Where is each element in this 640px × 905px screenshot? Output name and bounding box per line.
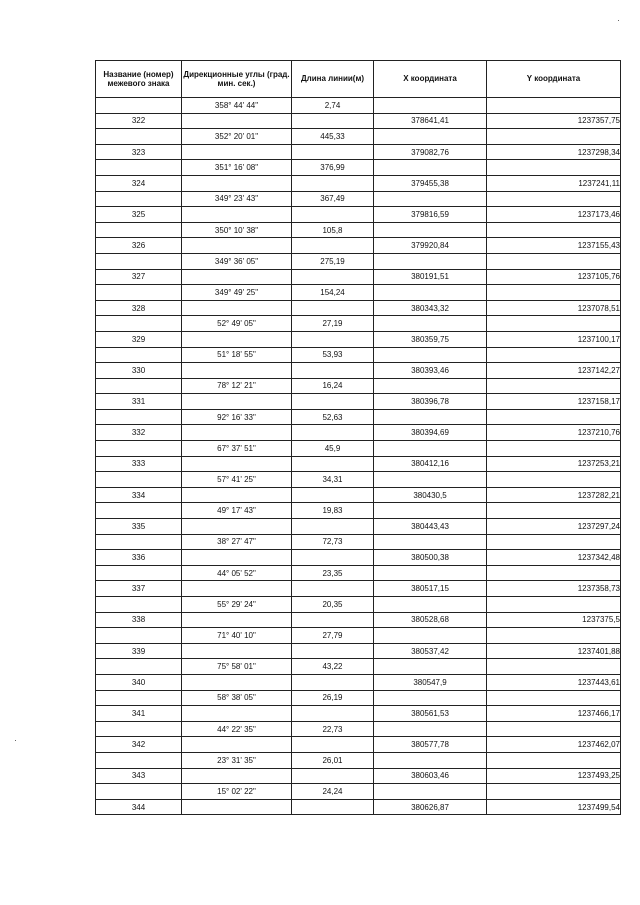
point-name-cell — [96, 628, 182, 644]
line-length-cell — [292, 238, 374, 254]
point-row — [96, 175, 621, 191]
segment-row — [96, 752, 621, 768]
point-name-cell: 344 — [96, 799, 182, 815]
y-coordinate-cell: 1237142,27 — [487, 363, 621, 379]
directional-angle-cell: 15° 02' 22" — [182, 784, 292, 800]
point-row — [96, 269, 621, 285]
y-coordinate-cell: 1237401,88 — [487, 643, 621, 659]
point-name-cell — [96, 472, 182, 488]
line-length-cell: 72,73 — [292, 534, 374, 550]
x-coordinate-cell: 380191,51 — [374, 269, 487, 285]
directional-angle-cell — [182, 487, 292, 503]
y-coordinate-cell — [487, 721, 621, 737]
point-name-cell: 334 — [96, 487, 182, 503]
y-coordinate-cell: 1237298,34 — [487, 144, 621, 160]
x-coordinate-cell: 380577,78 — [374, 737, 487, 753]
y-coordinate-cell: 1237100,17 — [487, 331, 621, 347]
y-coordinate-cell: 1237078,51 — [487, 300, 621, 316]
scan-speck — [618, 20, 619, 21]
point-row — [96, 768, 621, 784]
x-coordinate-cell: 380343,32 — [374, 300, 487, 316]
line-length-cell — [292, 144, 374, 160]
line-length-cell — [292, 519, 374, 535]
directional-angle-cell — [182, 300, 292, 316]
x-coordinate-cell — [374, 98, 487, 114]
segment-row — [96, 191, 621, 207]
directional-angle-cell — [182, 581, 292, 597]
point-name-cell — [96, 441, 182, 457]
x-coordinate-cell — [374, 378, 487, 394]
y-coordinate-cell — [487, 690, 621, 706]
line-length-cell: 45,9 — [292, 441, 374, 457]
directional-angle-cell — [182, 799, 292, 815]
point-name-cell: 340 — [96, 674, 182, 690]
x-coordinate-cell: 380500,38 — [374, 550, 487, 566]
directional-angle-cell: 52° 49' 05" — [182, 316, 292, 332]
point-row — [96, 425, 621, 441]
x-coordinate-cell — [374, 347, 487, 363]
point-name-cell — [96, 752, 182, 768]
x-coordinate-cell — [374, 472, 487, 488]
segment-row — [96, 565, 621, 581]
directional-angle-cell: 57° 41' 25" — [182, 472, 292, 488]
x-coordinate-cell — [374, 160, 487, 176]
point-name-cell — [96, 347, 182, 363]
point-name-cell: 343 — [96, 768, 182, 784]
point-row — [96, 238, 621, 254]
point-name-cell: 326 — [96, 238, 182, 254]
point-row — [96, 487, 621, 503]
directional-angle-cell — [182, 425, 292, 441]
point-name-cell — [96, 659, 182, 675]
directional-angle-cell — [182, 238, 292, 254]
line-length-cell — [292, 425, 374, 441]
point-name-cell: 329 — [96, 331, 182, 347]
point-row — [96, 144, 621, 160]
line-length-cell — [292, 113, 374, 129]
segment-row — [96, 597, 621, 613]
segment-row — [96, 160, 621, 176]
x-coordinate-cell — [374, 721, 487, 737]
point-name-cell — [96, 285, 182, 301]
segment-row — [96, 441, 621, 457]
point-name-cell: 325 — [96, 207, 182, 223]
line-length-cell — [292, 456, 374, 472]
y-coordinate-cell: 1237358,73 — [487, 581, 621, 597]
segment-row — [96, 316, 621, 332]
line-length-cell — [292, 612, 374, 628]
point-name-cell — [96, 597, 182, 613]
point-name-cell: 323 — [96, 144, 182, 160]
directional-angle-cell — [182, 737, 292, 753]
line-length-cell: 23,35 — [292, 565, 374, 581]
point-name-cell: 324 — [96, 175, 182, 191]
segment-row — [96, 784, 621, 800]
point-name-cell: 342 — [96, 737, 182, 753]
y-coordinate-cell — [487, 441, 621, 457]
y-coordinate-cell — [487, 285, 621, 301]
y-coordinate-cell — [487, 628, 621, 644]
y-coordinate-cell: 1237105,76 — [487, 269, 621, 285]
y-coordinate-cell: 1237499,54 — [487, 799, 621, 815]
line-length-cell: 27,79 — [292, 628, 374, 644]
y-coordinate-cell — [487, 565, 621, 581]
directional-angle-cell: 352° 20' 01" — [182, 129, 292, 145]
point-name-cell: 332 — [96, 425, 182, 441]
segment-row — [96, 628, 621, 644]
directional-angle-cell: 51° 18' 55" — [182, 347, 292, 363]
header-x-coordinate: X координата — [374, 61, 487, 98]
line-length-cell: 2,74 — [292, 98, 374, 114]
point-row — [96, 706, 621, 722]
line-length-cell — [292, 550, 374, 566]
x-coordinate-cell — [374, 129, 487, 145]
y-coordinate-cell — [487, 752, 621, 768]
point-name-cell: 322 — [96, 113, 182, 129]
point-name-cell — [96, 253, 182, 269]
point-row — [96, 113, 621, 129]
y-coordinate-cell: 1237158,17 — [487, 394, 621, 410]
directional-angle-cell — [182, 207, 292, 223]
x-coordinate-cell — [374, 752, 487, 768]
y-coordinate-cell — [487, 191, 621, 207]
x-coordinate-cell: 380537,42 — [374, 643, 487, 659]
point-name-cell — [96, 565, 182, 581]
point-name-cell — [96, 503, 182, 519]
directional-angle-cell: 23° 31' 35" — [182, 752, 292, 768]
line-length-cell — [292, 331, 374, 347]
segment-row — [96, 721, 621, 737]
y-coordinate-cell: 1237253,21 — [487, 456, 621, 472]
segment-row — [96, 347, 621, 363]
directional-angle-cell: 92° 16' 33" — [182, 409, 292, 425]
y-coordinate-cell — [487, 472, 621, 488]
x-coordinate-cell: 380517,15 — [374, 581, 487, 597]
x-coordinate-cell — [374, 690, 487, 706]
directional-angle-cell: 58° 38' 05" — [182, 690, 292, 706]
x-coordinate-cell — [374, 316, 487, 332]
x-coordinate-cell — [374, 597, 487, 613]
x-coordinate-cell — [374, 784, 487, 800]
point-name-cell: 338 — [96, 612, 182, 628]
line-length-cell — [292, 799, 374, 815]
directional-angle-cell: 75° 58' 01" — [182, 659, 292, 675]
y-coordinate-cell — [487, 378, 621, 394]
directional-angle-cell — [182, 363, 292, 379]
directional-angle-cell — [182, 550, 292, 566]
x-coordinate-cell: 380394,69 — [374, 425, 487, 441]
point-name-cell — [96, 690, 182, 706]
header-directional-angles: Дирекционные углы (град. мин. сек.) — [182, 61, 292, 98]
point-name-cell — [96, 316, 182, 332]
line-length-cell: 376,99 — [292, 160, 374, 176]
directional-angle-cell — [182, 113, 292, 129]
line-length-cell — [292, 300, 374, 316]
directional-angle-cell — [182, 643, 292, 659]
y-coordinate-cell — [487, 222, 621, 238]
x-coordinate-cell — [374, 222, 487, 238]
table-header-row — [96, 61, 621, 98]
directional-angle-cell: 71° 40' 10" — [182, 628, 292, 644]
x-coordinate-cell: 379816,59 — [374, 207, 487, 223]
point-row — [96, 612, 621, 628]
line-length-cell — [292, 269, 374, 285]
segment-row — [96, 285, 621, 301]
directional-angle-cell — [182, 612, 292, 628]
y-coordinate-cell — [487, 534, 621, 550]
segment-row — [96, 534, 621, 550]
point-row — [96, 519, 621, 535]
point-name-cell — [96, 378, 182, 394]
line-length-cell — [292, 737, 374, 753]
x-coordinate-cell: 380626,87 — [374, 799, 487, 815]
directional-angle-cell: 44° 05' 52" — [182, 565, 292, 581]
x-coordinate-cell: 379920,84 — [374, 238, 487, 254]
header-y-coordinate: Y координата — [487, 61, 621, 98]
point-row — [96, 394, 621, 410]
table-body — [96, 98, 621, 815]
y-coordinate-cell: 1237173,46 — [487, 207, 621, 223]
x-coordinate-cell: 379082,76 — [374, 144, 487, 160]
point-row — [96, 643, 621, 659]
directional-angle-cell — [182, 706, 292, 722]
line-length-cell — [292, 487, 374, 503]
point-row — [96, 300, 621, 316]
line-length-cell — [292, 674, 374, 690]
point-row — [96, 456, 621, 472]
x-coordinate-cell: 380443,43 — [374, 519, 487, 535]
point-row — [96, 674, 621, 690]
x-coordinate-cell — [374, 253, 487, 269]
x-coordinate-cell: 380430,5 — [374, 487, 487, 503]
header-point-name: Название (номер) межевого знака — [96, 61, 182, 98]
y-coordinate-cell: 1237342,48 — [487, 550, 621, 566]
directional-angle-cell: 349° 36' 05" — [182, 253, 292, 269]
segment-row — [96, 222, 621, 238]
y-coordinate-cell — [487, 784, 621, 800]
directional-angle-cell: 350° 10' 38" — [182, 222, 292, 238]
line-length-cell: 26,01 — [292, 752, 374, 768]
x-coordinate-cell — [374, 191, 487, 207]
directional-angle-cell: 351° 16' 08" — [182, 160, 292, 176]
point-name-cell — [96, 409, 182, 425]
line-length-cell: 445,33 — [292, 129, 374, 145]
point-name-cell: 339 — [96, 643, 182, 659]
line-length-cell: 22,73 — [292, 721, 374, 737]
directional-angle-cell: 349° 23' 43" — [182, 191, 292, 207]
line-length-cell: 20,35 — [292, 597, 374, 613]
y-coordinate-cell: 1237443,61 — [487, 674, 621, 690]
line-length-cell: 105,8 — [292, 222, 374, 238]
y-coordinate-cell: 1237210,76 — [487, 425, 621, 441]
scan-speck — [15, 740, 16, 741]
y-coordinate-cell — [487, 316, 621, 332]
line-length-cell — [292, 207, 374, 223]
segment-row — [96, 659, 621, 675]
directional-angle-cell: 358° 44' 44" — [182, 98, 292, 114]
line-length-cell: 43,22 — [292, 659, 374, 675]
y-coordinate-cell — [487, 409, 621, 425]
line-length-cell — [292, 581, 374, 597]
directional-angle-cell — [182, 674, 292, 690]
point-name-cell — [96, 129, 182, 145]
y-coordinate-cell — [487, 129, 621, 145]
x-coordinate-cell: 380396,78 — [374, 394, 487, 410]
line-length-cell: 26,19 — [292, 690, 374, 706]
segment-row — [96, 409, 621, 425]
point-name-cell: 327 — [96, 269, 182, 285]
segment-row — [96, 503, 621, 519]
line-length-cell: 53,93 — [292, 347, 374, 363]
x-coordinate-cell: 380412,16 — [374, 456, 487, 472]
line-length-cell: 154,24 — [292, 285, 374, 301]
directional-angle-cell — [182, 768, 292, 784]
point-row — [96, 737, 621, 753]
line-length-cell — [292, 643, 374, 659]
y-coordinate-cell: 1237282,21 — [487, 487, 621, 503]
y-coordinate-cell: 1237462,07 — [487, 737, 621, 753]
line-length-cell: 367,49 — [292, 191, 374, 207]
x-coordinate-cell — [374, 534, 487, 550]
directional-angle-cell: 78° 12' 21" — [182, 378, 292, 394]
point-name-cell: 328 — [96, 300, 182, 316]
y-coordinate-cell — [487, 253, 621, 269]
y-coordinate-cell — [487, 160, 621, 176]
x-coordinate-cell — [374, 503, 487, 519]
line-length-cell — [292, 706, 374, 722]
segment-row — [96, 129, 621, 145]
y-coordinate-cell: 1237297,24 — [487, 519, 621, 535]
directional-angle-cell — [182, 175, 292, 191]
y-coordinate-cell: 1237493,25 — [487, 768, 621, 784]
y-coordinate-cell — [487, 98, 621, 114]
y-coordinate-cell — [487, 347, 621, 363]
y-coordinate-cell: 1237375,5 — [487, 612, 621, 628]
line-length-cell — [292, 768, 374, 784]
x-coordinate-cell: 380547,9 — [374, 674, 487, 690]
x-coordinate-cell: 380528,68 — [374, 612, 487, 628]
line-length-cell: 19,83 — [292, 503, 374, 519]
directional-angle-cell — [182, 144, 292, 160]
directional-angle-cell — [182, 331, 292, 347]
point-row — [96, 581, 621, 597]
x-coordinate-cell — [374, 441, 487, 457]
x-coordinate-cell: 380359,75 — [374, 331, 487, 347]
segment-row — [96, 98, 621, 114]
line-length-cell: 24,24 — [292, 784, 374, 800]
x-coordinate-cell: 379455,38 — [374, 175, 487, 191]
line-length-cell — [292, 175, 374, 191]
line-length-cell: 52,63 — [292, 409, 374, 425]
directional-angle-cell: 349° 49' 25" — [182, 285, 292, 301]
directional-angle-cell — [182, 519, 292, 535]
point-name-cell — [96, 160, 182, 176]
segment-row — [96, 253, 621, 269]
point-row — [96, 550, 621, 566]
segment-row — [96, 690, 621, 706]
point-name-cell — [96, 222, 182, 238]
line-length-cell — [292, 394, 374, 410]
line-length-cell: 34,31 — [292, 472, 374, 488]
directional-angle-cell: 49° 17' 43" — [182, 503, 292, 519]
point-name-cell — [96, 534, 182, 550]
directional-angle-cell: 38° 27' 47" — [182, 534, 292, 550]
point-name-cell: 330 — [96, 363, 182, 379]
line-length-cell — [292, 363, 374, 379]
y-coordinate-cell: 1237241,11 — [487, 175, 621, 191]
y-coordinate-cell: 1237155,43 — [487, 238, 621, 254]
y-coordinate-cell: 1237357,75 — [487, 113, 621, 129]
point-name-cell: 341 — [96, 706, 182, 722]
directional-angle-cell: 55° 29' 24" — [182, 597, 292, 613]
directional-angle-cell: 44° 22' 35" — [182, 721, 292, 737]
x-coordinate-cell — [374, 409, 487, 425]
y-coordinate-cell — [487, 597, 621, 613]
point-row — [96, 331, 621, 347]
x-coordinate-cell: 378641,41 — [374, 113, 487, 129]
line-length-cell: 27,19 — [292, 316, 374, 332]
y-coordinate-cell — [487, 503, 621, 519]
point-row — [96, 363, 621, 379]
x-coordinate-cell: 380561,53 — [374, 706, 487, 722]
line-length-cell: 16,24 — [292, 378, 374, 394]
directional-angle-cell — [182, 456, 292, 472]
x-coordinate-cell — [374, 628, 487, 644]
point-name-cell: 333 — [96, 456, 182, 472]
segment-row — [96, 472, 621, 488]
x-coordinate-cell: 380603,46 — [374, 768, 487, 784]
directional-angle-cell: 67° 37' 51" — [182, 441, 292, 457]
point-name-cell — [96, 98, 182, 114]
coordinates-table — [95, 60, 621, 815]
point-row — [96, 207, 621, 223]
point-name-cell — [96, 191, 182, 207]
line-length-cell: 275,19 — [292, 253, 374, 269]
y-coordinate-cell: 1237466,17 — [487, 706, 621, 722]
segment-row — [96, 378, 621, 394]
point-name-cell — [96, 784, 182, 800]
directional-angle-cell — [182, 394, 292, 410]
point-name-cell: 337 — [96, 581, 182, 597]
y-coordinate-cell — [487, 659, 621, 675]
point-name-cell: 331 — [96, 394, 182, 410]
point-row — [96, 799, 621, 815]
directional-angle-cell — [182, 269, 292, 285]
x-coordinate-cell — [374, 659, 487, 675]
x-coordinate-cell — [374, 285, 487, 301]
point-name-cell: 335 — [96, 519, 182, 535]
point-name-cell — [96, 721, 182, 737]
point-name-cell: 336 — [96, 550, 182, 566]
x-coordinate-cell: 380393,46 — [374, 363, 487, 379]
x-coordinate-cell — [374, 565, 487, 581]
header-line-length: Длина линии(м) — [292, 61, 374, 98]
